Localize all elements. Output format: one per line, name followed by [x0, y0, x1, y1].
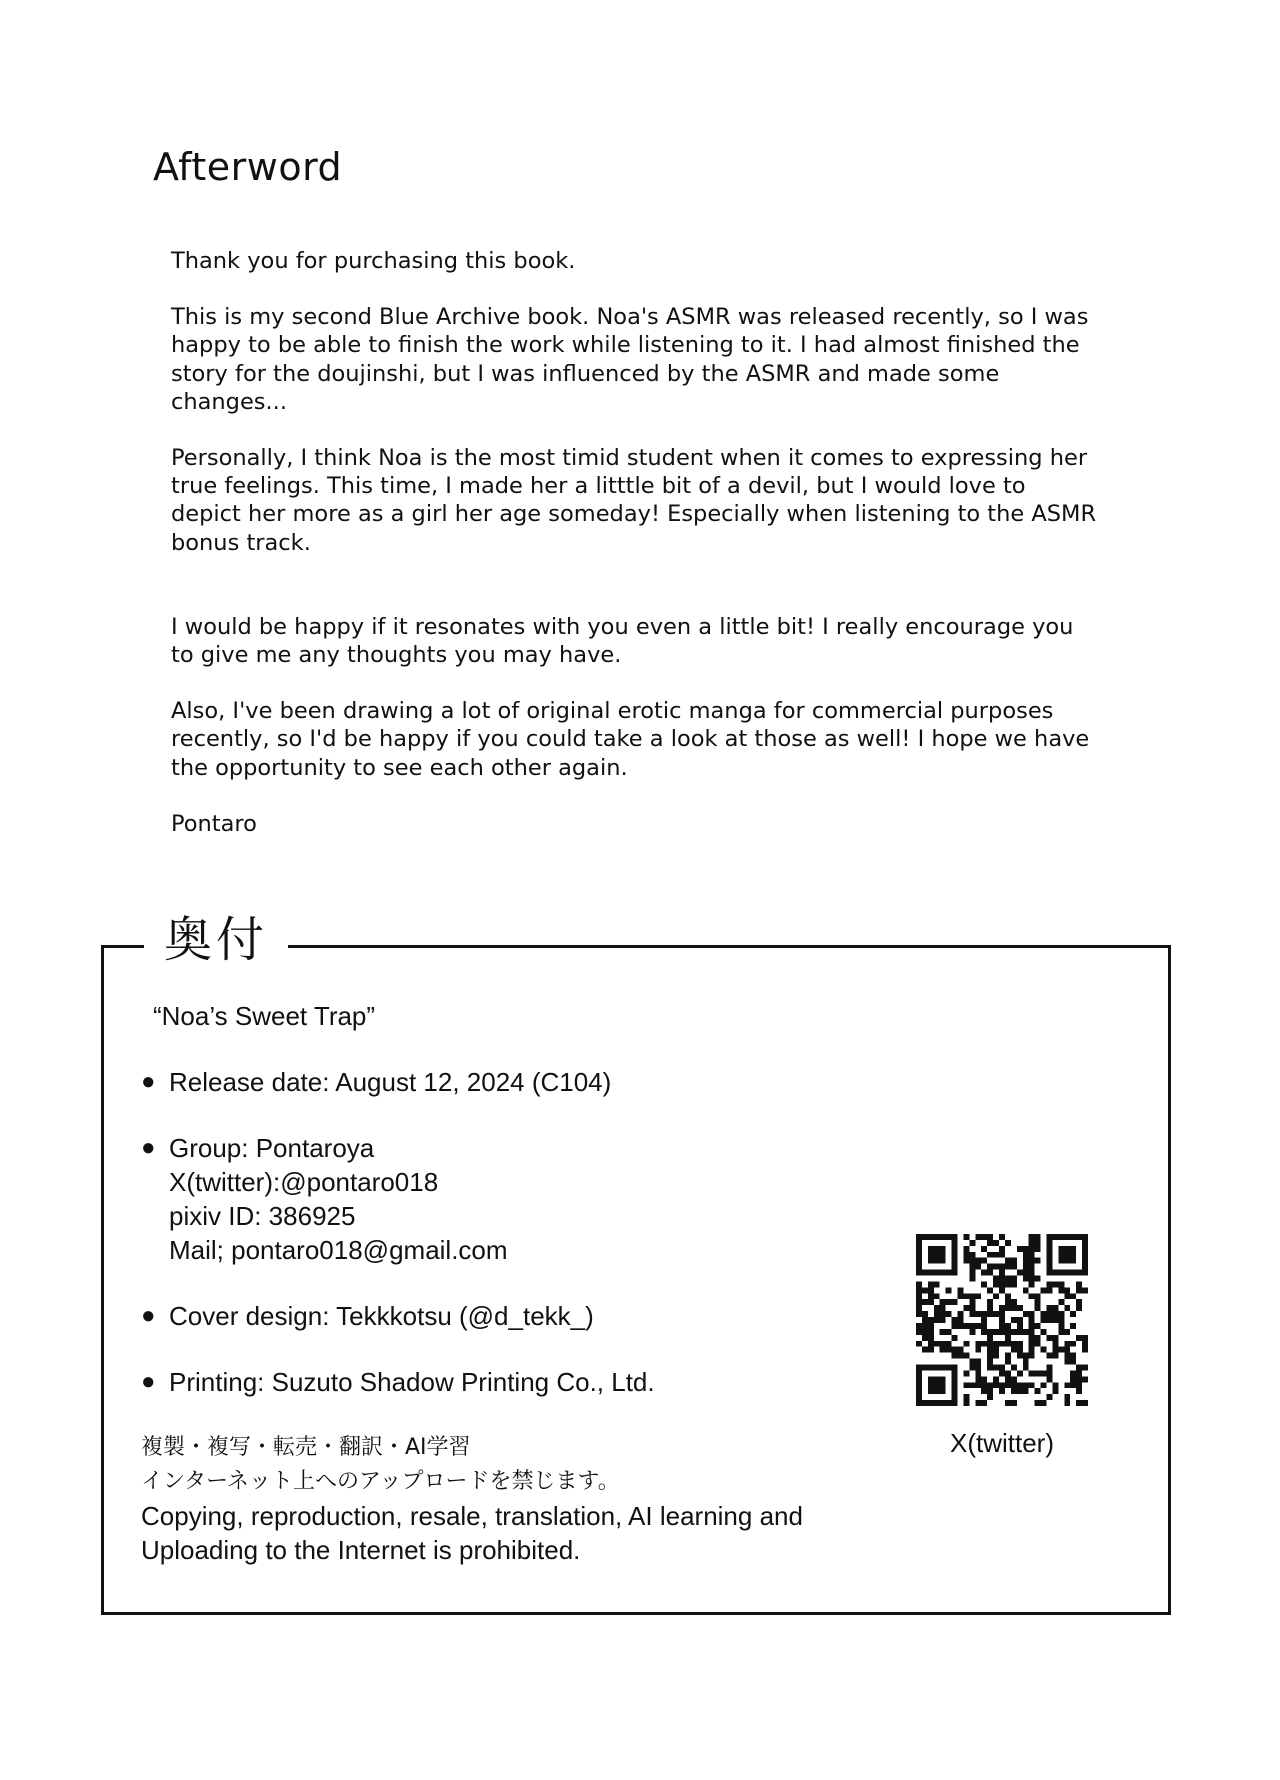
copyright-notice [141, 1431, 941, 1567]
colophon-info [141, 999, 941, 1567]
group-pixiv: pixiv ID: 386925 [169, 1201, 356, 1231]
group-twitter: X(twitter):@pontaro018 [169, 1167, 439, 1197]
printing: Printing: Suzuto Shadow Printing Co., Ltd. [169, 1367, 655, 1397]
release-entry [141, 1065, 941, 1099]
group-mail: Mail; pontaro018@gmail.com [169, 1235, 508, 1265]
afterword-paragraph: I would be happy if it resonates with you even a little bit! I really encourage you to give me any thoughts you may have. [171, 613, 1074, 669]
notice-jp-line: 複製・複写・転売・翻訳・AI学習 [141, 1435, 471, 1460]
afterword-body [171, 247, 1101, 838]
bullet-icon: ● [141, 1368, 156, 1395]
bullet-icon: ● [141, 1068, 156, 1095]
cover-design-entry [141, 1299, 941, 1333]
afterword-paragraph: Also, I've been drawing a lot of original erotic manga for commercial purposes recently, so I'd be happy if you could take a look at those as well! I hope we have the opportunity to see each other again. [171, 698, 1090, 781]
group-name: Group: Pontaroya [169, 1133, 375, 1163]
qr-section [916, 1234, 1088, 1459]
notice-jp-line: インターネット上へのアップロードを禁じます。 [141, 1469, 620, 1494]
bullet-icon: ● [141, 1134, 156, 1161]
colophon-title: 奥付 [144, 907, 288, 973]
release-date: Release date: August 12, 2024 (C104) [169, 1067, 612, 1097]
afterword-paragraph: Thank you for purchasing this book. [171, 248, 576, 274]
cover-design: Cover design: Tekkkotsu (@d_tekk_) [169, 1301, 594, 1331]
afterword-paragraph: This is my second Blue Archive book. Noa's ASMR was released recently, so I was happy to be able to finish the work while listening to it. I had almost finished the story for the doujinshi, but I was influenced by the ASMR and made some changes... [171, 304, 1089, 415]
afterword-signature: Pontaro [171, 810, 257, 837]
notice-en-line: Uploading to the Internet is prohibited. [141, 1535, 581, 1565]
afterword-paragraph: Personally, I think Noa is the most timid student when it comes to expressing her true feelings. This time, I made her a litttle bit of a devil, but I would love to depict her more as a girl her age someday! Especially when listening to the ASMR bonus track. [171, 445, 1097, 556]
notice-en-line: Copying, reproduction, resale, translation, AI learning and [141, 1501, 803, 1531]
group-entry [141, 1131, 941, 1267]
printing-entry [141, 1365, 941, 1399]
book-title: “Noa’s Sweet Trap” [153, 1001, 376, 1031]
afterword-title: Afterword [153, 145, 343, 189]
bullet-icon: ● [141, 1302, 156, 1329]
colophon-box [101, 912, 1171, 1615]
afterword-section [150, 145, 1150, 866]
qr-code-icon[interactable] [916, 1234, 1088, 1406]
qr-label: X(twitter) [950, 1428, 1054, 1458]
